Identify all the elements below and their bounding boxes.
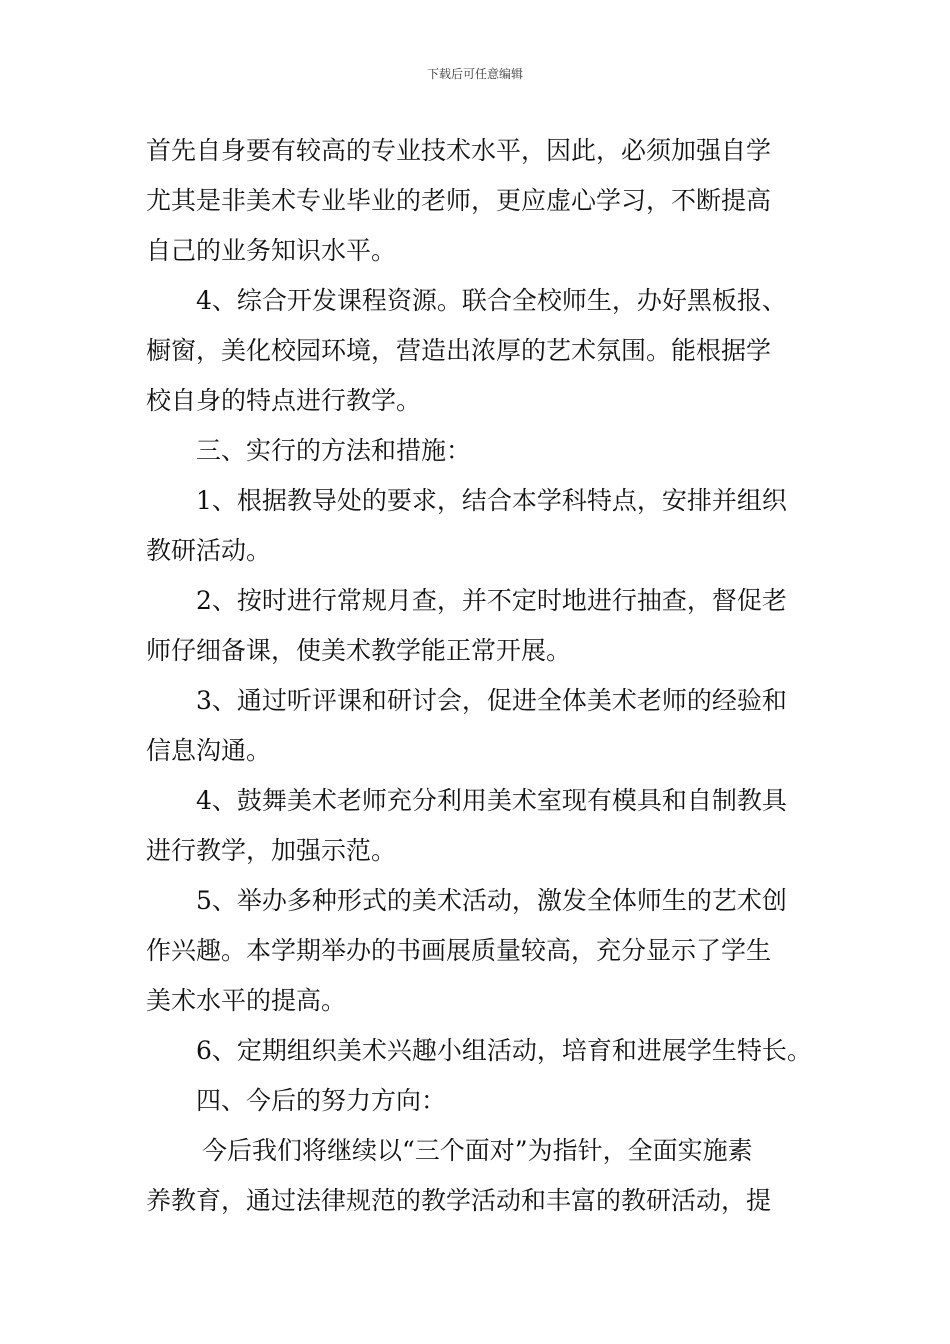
text-line: 首先自身要有较高的专业技术水平，因此，必须加强自学 bbox=[146, 136, 772, 165]
text-line: 1、根据教导处的要求，结合本学科特点，安排并组织 bbox=[196, 486, 787, 515]
text-line: 3、通过听评课和研讨会，促进全体美术老师的经验和 bbox=[196, 686, 787, 715]
section-heading: 四、今后的努力方向： bbox=[196, 1086, 447, 1115]
text-line: 自己的业务知识水平。 bbox=[146, 236, 397, 265]
text-line: 养教育，通过法律规范的教学活动和丰富的教研活动，提 bbox=[146, 1186, 772, 1215]
text-line: 信息沟通。 bbox=[146, 736, 272, 765]
text-line: 美术水平的提高。 bbox=[146, 986, 347, 1015]
text-line: 进行教学，加强示范。 bbox=[146, 836, 397, 865]
page-header: 下载后可任意编辑 bbox=[426, 67, 523, 81]
text-line: 6、定期组织美术兴趣小组活动，培育和进展学生特长。 bbox=[196, 1036, 812, 1065]
section-heading: 三、实行的方法和措施： bbox=[196, 436, 472, 465]
document-body bbox=[146, 126, 811, 1226]
text-line: 5、举办多种形式的美术活动，激发全体师生的艺术创 bbox=[196, 886, 787, 915]
text-line: 今后我们将继续以“三个面对”为指针，全面实施素 bbox=[202, 1136, 753, 1165]
text-line: 校自身的特点进行教学。 bbox=[146, 386, 422, 415]
text-line: 作兴趣。本学期举办的书画展质量较高，充分显示了学生 bbox=[146, 936, 772, 965]
text-line: 橱窗，美化校园环境，营造出浓厚的艺术氛围。能根据学 bbox=[146, 336, 772, 365]
text-line: 师仔细备课，使美术教学能正常开展。 bbox=[146, 636, 572, 665]
text-line: 教研活动。 bbox=[146, 536, 272, 565]
text-line: 尤其是非美术专业毕业的老师，更应虚心学习，不断提高 bbox=[146, 186, 772, 215]
text-line: 2、按时进行常规月查，并不定时地进行抽查，督促老 bbox=[196, 586, 787, 615]
text-line: 4、鼓舞美术老师充分利用美术室现有模具和自制教具 bbox=[196, 786, 787, 815]
text-line: 4、综合开发课程资源。联合全校师生，办好黑板报、 bbox=[196, 286, 787, 315]
